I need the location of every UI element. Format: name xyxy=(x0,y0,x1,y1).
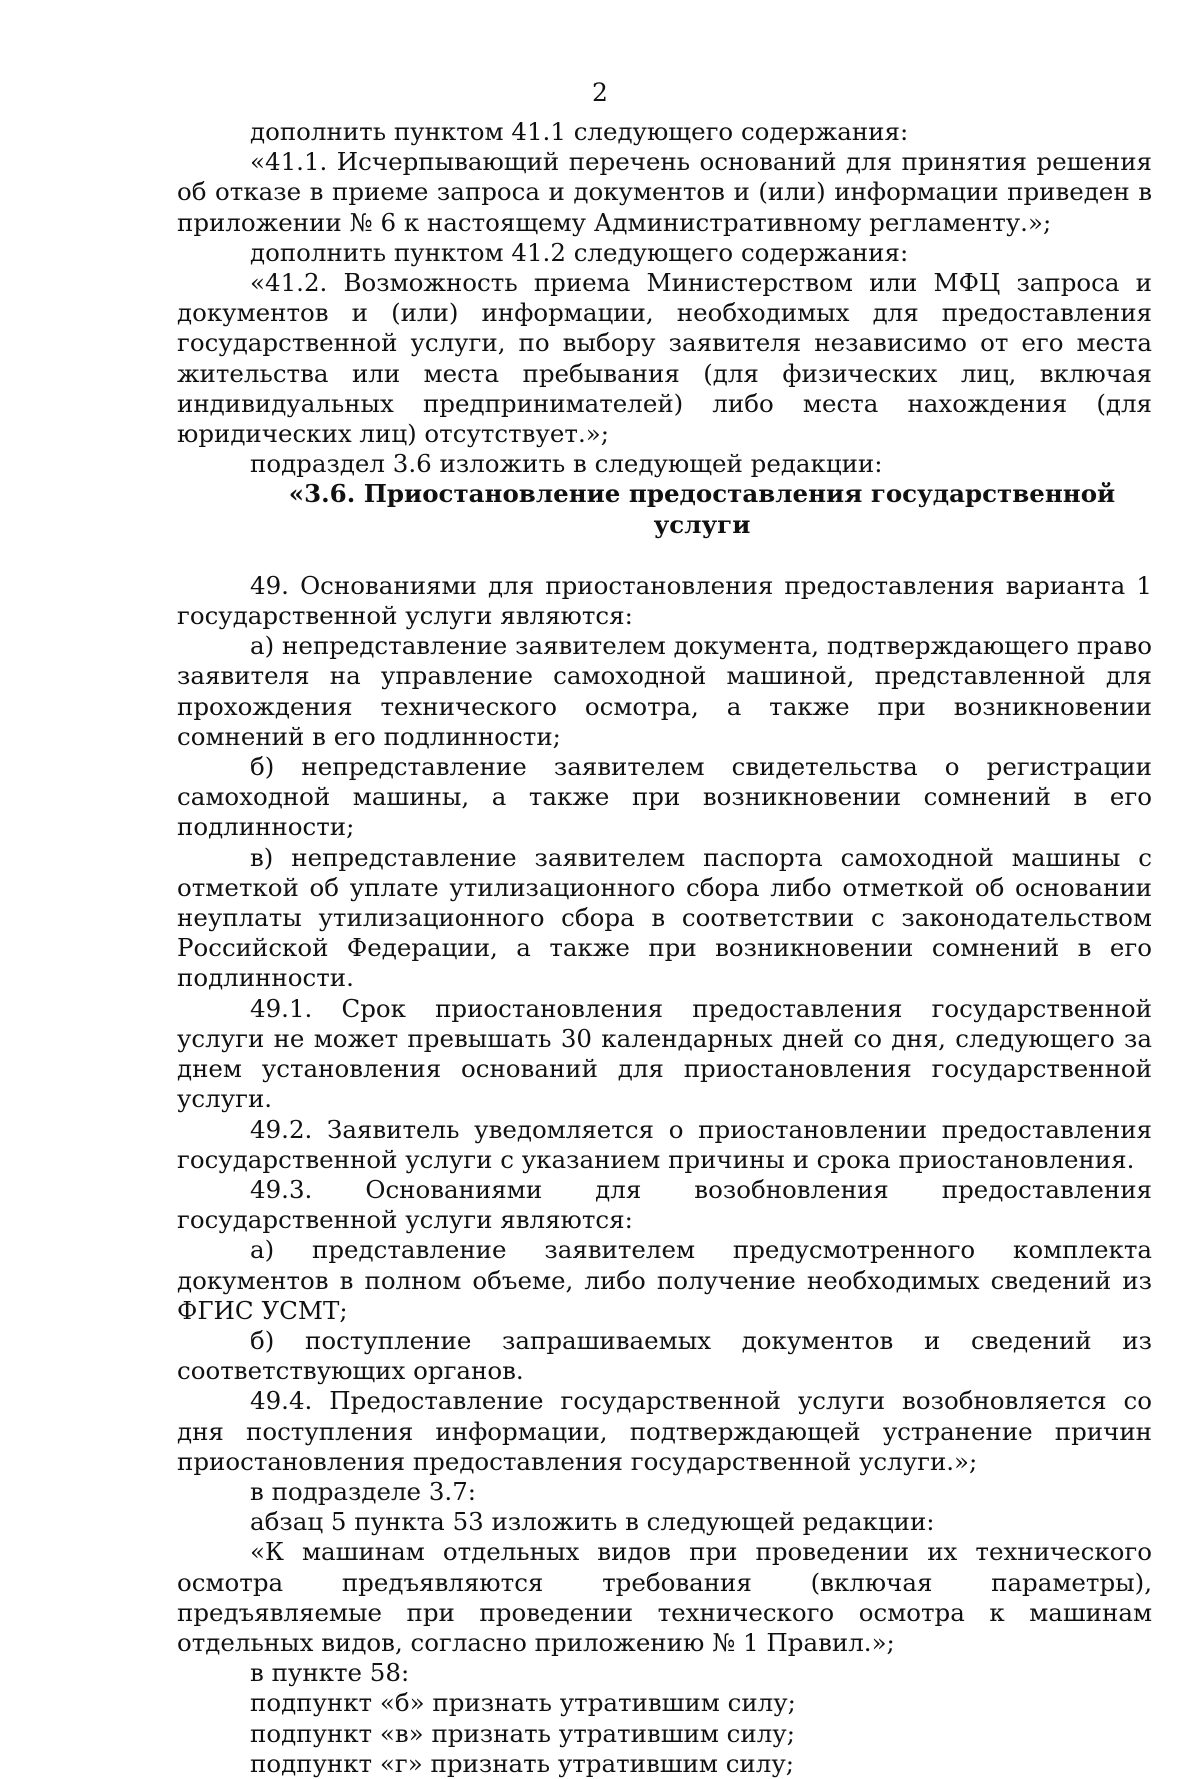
paragraph: дополнить пунктом 41.1 следующего содержания: xyxy=(250,117,909,146)
paragraph: 49.4. Предоставление государственной услуги возобновляется со дня поступления информации, подтверждающей устранение причин приостановления предоставления государственной услуги.»; xyxy=(177,1386,1152,1476)
paragraph: «41.1. Исчерпывающий перечень оснований для принятия решения об отказе в приеме запроса и документов и (или) информации приведен в приложении № 6 к настоящему Административному регламенту.»; xyxy=(177,147,1152,237)
paragraph: 49.1. Срок приостановления предоставления государственной услуги не может превышать 30 календарных дней со дня, следующего за днем установления оснований для приостановления государственной услуги. xyxy=(177,993,1152,1114)
paragraph: а) непредставление заявителем документа, подтверждающего право заявителя на управление самоходной машиной, представленной для прохождения технического осмотра, а также при возникновении сомнений в его подлинности; xyxy=(177,631,1152,751)
paragraph: 49.2. Заявитель уведомляется о приостановлении предоставления государственной услуги с указанием причины и срока приостановления. xyxy=(177,1114,1152,1174)
paragraph: 49.3. Основаниями для возобновления предоставления государственной услуги являются: xyxy=(177,1174,1152,1235)
paragraph: подпункт «г» признать утратившим силу; xyxy=(250,1748,794,1778)
paragraph: абзац 5 пункта 53 изложить в следующей редакции: xyxy=(250,1507,935,1537)
paragraph: «41.2. Возможность приема Министерством или МФЦ запроса и документов и (или) информации, необходимых для предоставления государственной услуги, по выбору заявителя независимо от его места жительства или места пребывания (для физических лиц, включая индивидуальных предпринимателей) либо места нахождения (для юридических лиц) отсутствует.»; xyxy=(177,268,1152,449)
paragraph: в подразделе 3.7: xyxy=(250,1476,477,1506)
paragraph: в) непредставление заявителем паспорта самоходной машины с отметкой об уплате утилизационного сбора либо отметкой об основании неуплаты утилизационного сбора в соответствии с законодательством Российской Федерации, а также при возникновении сомнений в его подлинности. xyxy=(177,842,1152,993)
paragraph: в пункте 58: xyxy=(250,1658,410,1688)
paragraph: 49. Основаниями для приостановления предоставления варианта 1 государственной услуги являются: xyxy=(177,570,1152,631)
page-number: 2 xyxy=(592,78,608,107)
paragraph: подраздел 3.6 изложить в следующей редакции: xyxy=(250,449,883,479)
paragraph: а) представление заявителем предусмотренного комплекта документов в полном объеме, либо получение необходимых сведений из ФГИС УСМТ; xyxy=(177,1235,1152,1325)
paragraph: подпункт «в» признать утратившим силу; xyxy=(250,1718,795,1748)
paragraph: б) поступление запрашиваемых документов и сведений из соответствующих органов. xyxy=(177,1325,1152,1386)
paragraph: подпункт «б» признать утратившим силу; xyxy=(250,1688,796,1718)
paragraph: б) непредставление заявителем свидетельства о регистрации самоходной машины, а также при возникновении сомнений в его подлинности; xyxy=(177,752,1152,842)
document-body xyxy=(177,117,1152,1779)
paragraph: дополнить пунктом 41.2 следующего содержания: xyxy=(250,237,909,267)
section-heading: «3.6. Приостановление предоставления государственной услуги xyxy=(288,479,1116,539)
paragraph: «К машинам отдельных видов при проведении их технического осмотра предъявляются требования (включая параметры), предъявляемые при проведении технического осмотра к машинам отдельных видов, согласно приложению № 1 Правил.»; xyxy=(177,1537,1152,1657)
